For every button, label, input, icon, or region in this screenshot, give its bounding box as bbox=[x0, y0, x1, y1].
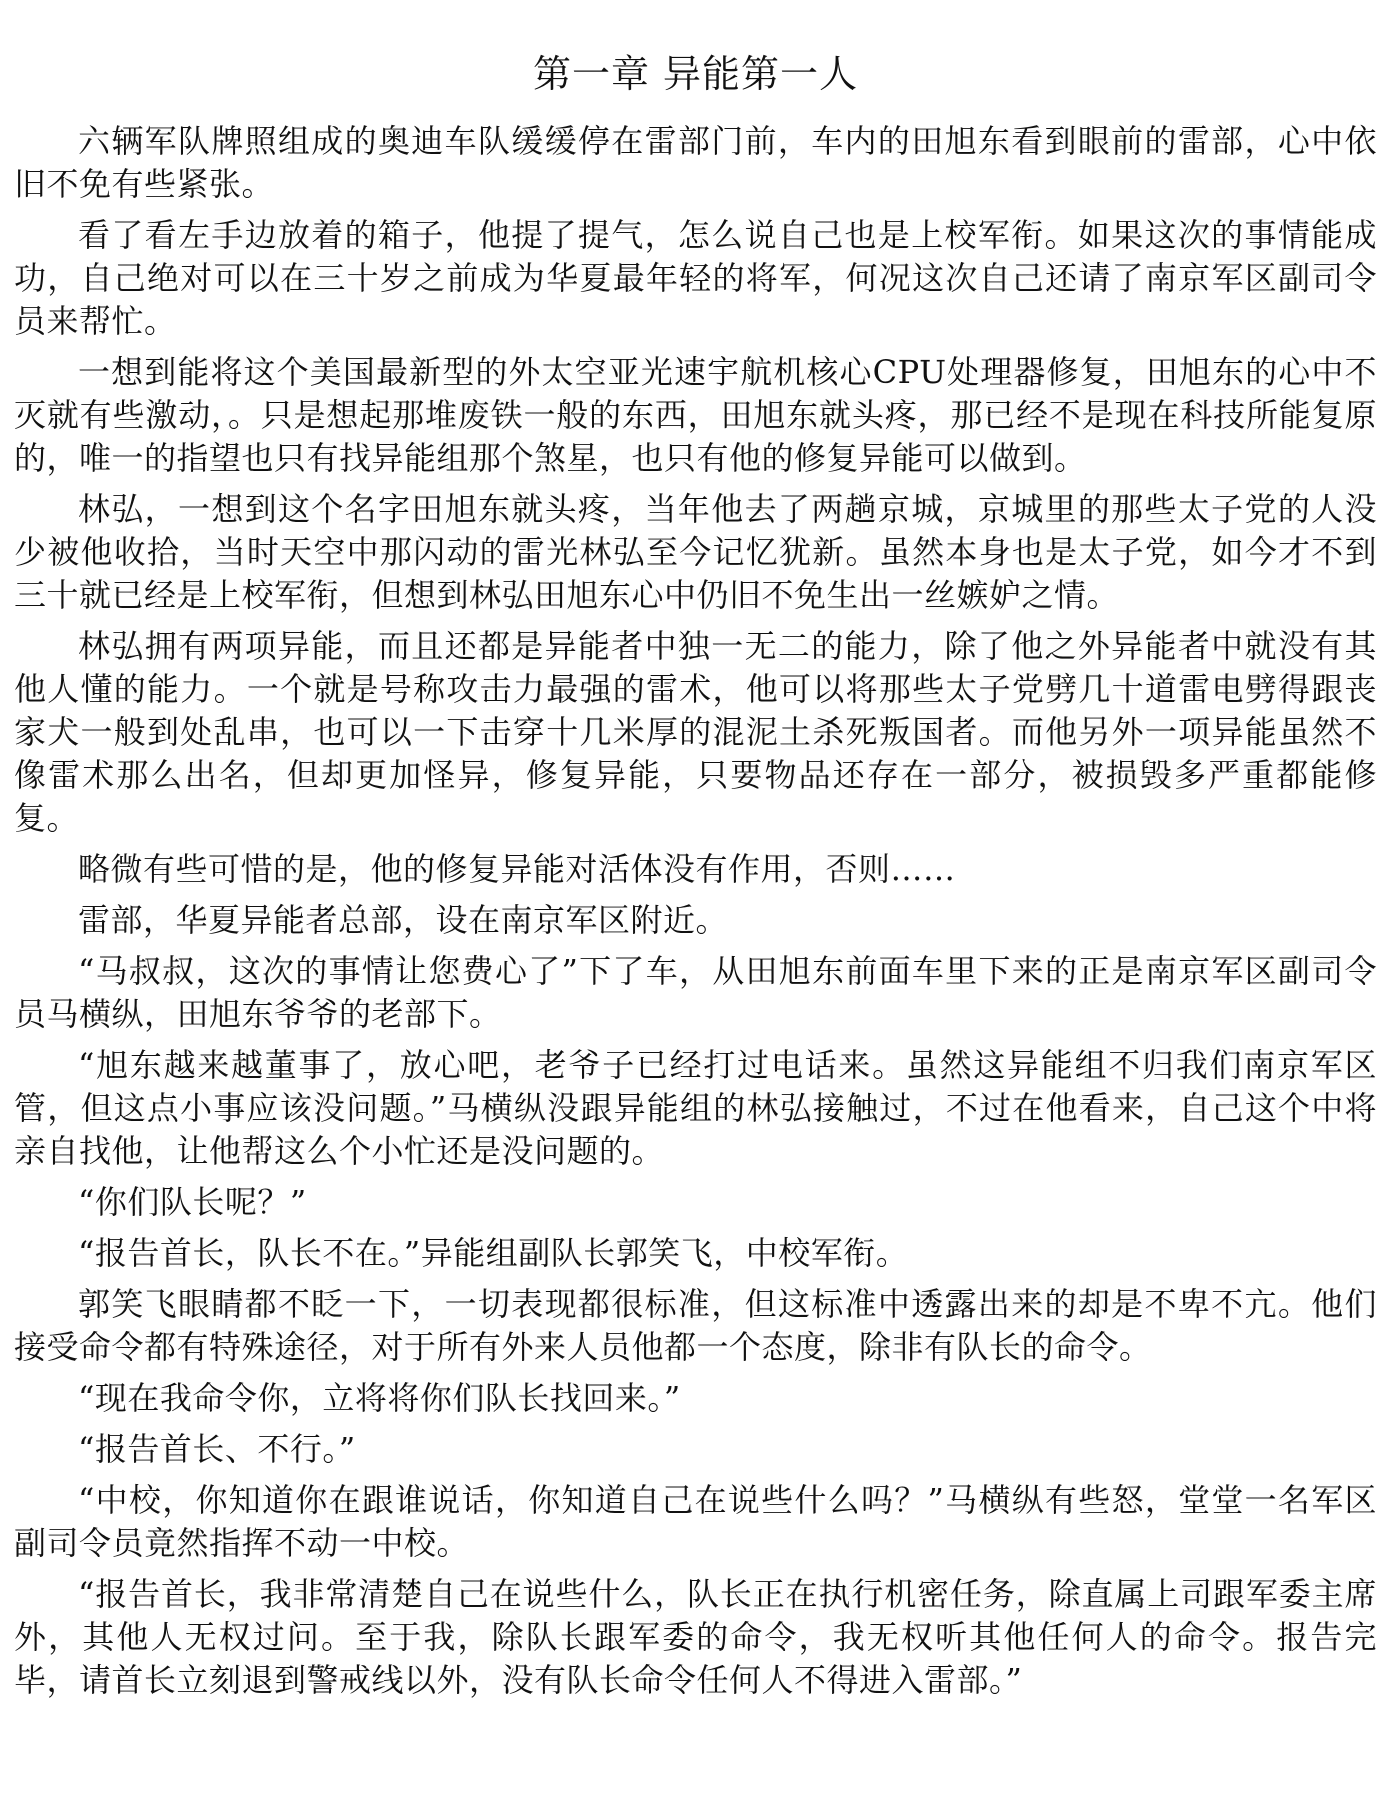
paragraph: “马叔叔，这次的事情让您费心了”下了车，从田旭东前面车里下来的正是南京军区副司令员马横纵，田旭东爷爷的老部下。 bbox=[14, 952, 1377, 1033]
paragraph: “现在我命令你，立将将你们队长找回来。” bbox=[78, 1379, 681, 1417]
paragraph: 郭笑飞眼睛都不眨一下，一切表现都很标准，但这标准中透露出来的却是不卑不亢。他们接受命令都有特殊途径，对于所有外来人员他都一个态度，除非有队长的命令。 bbox=[14, 1285, 1377, 1366]
paragraph: “报告首长，我非常清楚自己在说些什么，队长正在执行机密任务，除直属上司跟军委主席外，其他人无权过问。至于我，除队长跟军委的命令，我无权听其他任何人的命令。报告完毕，请首长立刻退到警戒线以外，没有队长命令任何人不得进入雷部。” bbox=[14, 1575, 1377, 1699]
paragraph: 六辆军队牌照组成的奥迪车队缓缓停在雷部门前，车内的田旭东看到眼前的雷部，心中依旧不免有些紧张。 bbox=[14, 122, 1377, 203]
paragraph: 一想到能将这个美国最新型的外太空亚光速宇航机核心CPU处理器修复，田旭东的心中不灭就有些激动，。只是想起那堆废铁一般的东西，田旭东就头疼，那已经不是现在科技所能复原的，唯一的指望也只有找异能组那个煞星，也只有他的修复异能可以做到。 bbox=[14, 353, 1377, 477]
paragraph: 看了看左手边放着的箱子，他提了提气，怎么说自己也是上校军衔。如果这次的事情能成功，自己绝对可以在三十岁之前成为华夏最年轻的将军，何况这次自己还请了南京军区副司令员来帮忙。 bbox=[14, 216, 1377, 340]
paragraph: 雷部，华夏异能者总部，设在南京军区附近。 bbox=[78, 901, 729, 939]
paragraph: 林弘，一想到这个名字田旭东就头疼，当年他去了两趟京城，京城里的那些太子党的人没少被他收拾，当时天空中那闪动的雷光林弘至今记忆犹新。虽然本身也是太子党，如今才不到三十就已经是上校军衔，但想到林弘田旭东心中仍旧不免生出一丝嫉妒之情。 bbox=[14, 490, 1377, 614]
paragraph: 略微有些可惜的是，他的修复异能对活体没有作用，否则…… bbox=[78, 850, 956, 888]
paragraph: “中校，你知道你在跟谁说话，你知道自己在说些什么吗？”马横纵有些怒，堂堂一名军区副司令员竟然指挥不动一中校。 bbox=[14, 1481, 1377, 1562]
paragraph: “报告首长，队长不在。”异能组副队长郭笑飞，中校军衔。 bbox=[78, 1234, 909, 1272]
paragraph: 林弘拥有两项异能，而且还都是异能者中独一无二的能力，除了他之外异能者中就没有其他人懂的能力。一个就是号称攻击力最强的雷术，他可以将那些太子党劈几十道雷电劈得跟丧家犬一般到处乱串，也可以一下击穿十几米厚的混泥土杀死叛国者。而他另外一项异能虽然不像雷术那么出名，但却更加怪异，修复异能，只要物品还存在一部分，被损毁多严重都能修复。 bbox=[14, 627, 1377, 837]
chapter-title: 第一章 异能第一人 bbox=[532, 52, 859, 96]
paragraph: “报告首长、不行。” bbox=[78, 1430, 356, 1468]
paragraph: “你们队长呢？” bbox=[78, 1183, 307, 1221]
paragraph: “旭东越来越董事了，放心吧，老爷子已经打过电话来。虽然这异能组不归我们南京军区管，但这点小事应该没问题。”马横纵没跟异能组的林弘接触过，不过在他看来，自己这个中将亲自找他，让他帮这么个小忙还是没问题的。 bbox=[14, 1046, 1377, 1170]
chapter-body bbox=[14, 120, 1377, 1702]
